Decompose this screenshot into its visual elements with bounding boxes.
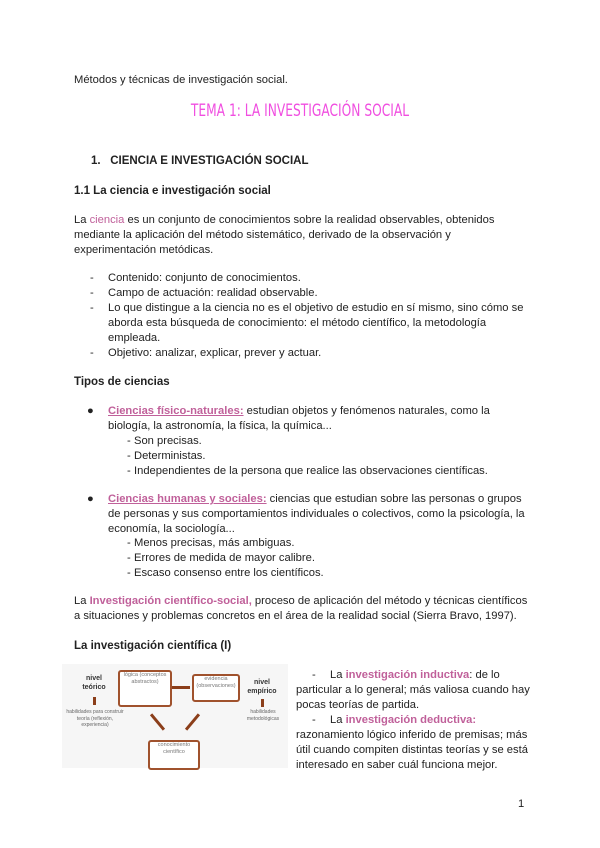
list-item: - La investigación deductiva: razonamiento lógico inferido de premisas; más útil cuando compiten distintas teorías y se está interesado en saber cuál funciona mejor.	[296, 713, 536, 773]
list-item: - Contenido: conjunto de conocimientos.	[74, 271, 534, 286]
arrow-up-icon	[261, 699, 264, 707]
term-ciencia: ciencia	[89, 214, 125, 226]
list-item: - Campo de actuación: realidad observable.	[74, 286, 534, 301]
characteristics-list	[74, 271, 534, 361]
box-conocimiento: conocimiento científico	[148, 740, 200, 770]
header-text: Métodos y técnicas de investigación social.	[74, 74, 288, 86]
list-item: - Independientes de la persona que realice las observaciones científicas.	[74, 464, 534, 479]
sublist	[74, 536, 534, 581]
subsection-heading: 1.1 La ciencia e investigación social	[74, 185, 271, 197]
tipos-list	[74, 492, 534, 537]
section-title: CIENCIA E INVESTIGACIÓN SOCIAL	[110, 155, 309, 167]
term: investigación deductiva:	[345, 714, 477, 726]
label-nivel-empirico: nivel empírico	[247, 679, 277, 695]
tipos-heading: Tipos de ciencias	[74, 376, 170, 388]
arrow-icon	[150, 713, 165, 730]
label-hab-metod: habilidades metodológicas	[246, 709, 280, 722]
list-item: - Son precisas.	[74, 434, 534, 449]
list-item: ● Ciencias físico-naturales: estudian objetos y fenómenos naturales, como la biología, la astronomía, la física, la química...	[87, 405, 490, 432]
page-number: 1	[518, 798, 525, 810]
document-title: TEMA 1: LA INVESTIGACIÓN SOCIAL	[190, 101, 410, 121]
list-item: - Errores de medida de mayor calibre.	[74, 551, 534, 566]
intro-paragraph: La ciencia es un conjunto de conocimientos sobre la realidad observables, obtenidos mediante la aplicación del método sistemático, derivado de la observación y experimentación metódicas.	[74, 214, 495, 256]
list-item: - Menos precisas, más ambiguas.	[74, 536, 534, 551]
arrow-up-icon	[93, 697, 96, 705]
term: Investigación científico-social,	[89, 595, 252, 607]
list-item: - La investigación inductiva: de lo particular a lo general; más valiosa cuando hay pocas teorías de partida.	[296, 668, 536, 713]
section-number: 1.	[91, 155, 101, 167]
tipos-list	[74, 404, 534, 434]
list-item: ● Ciencias humanas y sociales: ciencias que estudian sobre las personas o grupos de personas y sus comportamientos individuales o colectivos, como la psicología, la economía, la sociología...	[87, 493, 525, 535]
list-item: - Escaso consenso entre los científicos.	[74, 566, 534, 581]
term-link: Ciencias humanas y sociales:	[108, 493, 267, 505]
investigacion-heading: La investigación científica (I)	[74, 640, 232, 652]
label-nivel-teorico: nivel teórico	[82, 675, 106, 691]
section-heading	[91, 154, 308, 169]
list-item: - Objetivo: analizar, explicar, prever y actuar.	[74, 346, 534, 361]
arrow-icon	[185, 713, 200, 730]
list-item: - Lo que distingue a la ciencia no es el objetivo de estudio en sí mismo, sino cómo se aborda esta búsqueda de conocimiento: el método científico, la metodología empleada.	[74, 301, 534, 346]
definition-paragraph: La Investigación científico-social, proceso de aplicación del método y técnicas científicos a situaciones y problemas concretos en el área de la realidad social (Sierra Bravo, 1997).	[74, 595, 528, 622]
box-evidencia: evidencia (observaciones)	[192, 674, 240, 702]
box-logica: lógica (conceptos abstractos)	[118, 670, 172, 707]
sublist	[74, 434, 534, 479]
list-item: - Deterministas.	[74, 449, 534, 464]
double-arrow-icon	[172, 686, 190, 689]
diagram-figure	[62, 664, 288, 768]
method-list	[296, 668, 536, 773]
term: investigación inductiva	[345, 669, 470, 681]
term-link: Ciencias físico-naturales:	[108, 405, 244, 417]
label-hab-teoria: habilidades para construir teoría (reflexión, experiencia)	[66, 709, 124, 728]
